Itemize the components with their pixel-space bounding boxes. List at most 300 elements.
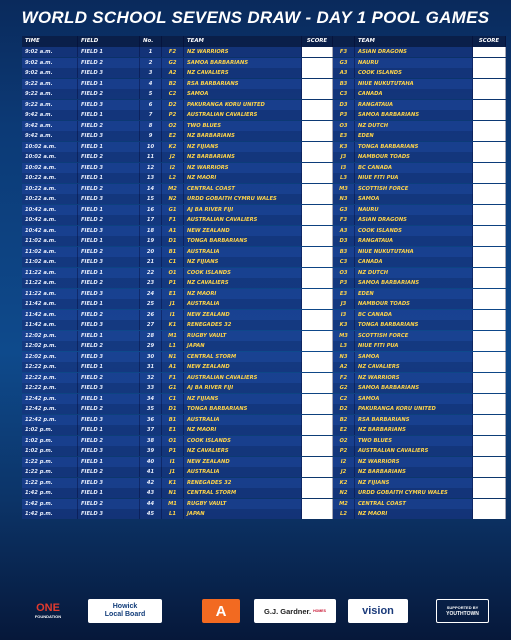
cell-pool-2: M3 <box>333 331 355 341</box>
cell-field: FIELD 2 <box>78 341 140 351</box>
cell-field: FIELD 3 <box>78 194 140 204</box>
score-input-2[interactable] <box>473 68 506 78</box>
cell-no: 26 <box>140 310 162 320</box>
score-input-1[interactable] <box>302 362 333 372</box>
cell-team-2: NZ DUTCH <box>355 121 473 131</box>
cell-pool-1: I1 <box>162 457 184 467</box>
cell-pool-1: E1 <box>162 289 184 299</box>
cell-team-1: NZ MAORI <box>184 289 302 299</box>
cell-field: FIELD 2 <box>78 404 140 414</box>
score-input-2[interactable] <box>473 352 506 362</box>
cell-field: FIELD 2 <box>78 215 140 225</box>
cell-no: 14 <box>140 184 162 194</box>
cell-pool-1: O1 <box>162 268 184 278</box>
cell-team-1: NEW ZEALAND <box>184 457 302 467</box>
cell-pool-2: E2 <box>333 425 355 435</box>
sponsor-name: vision <box>362 605 394 617</box>
cell-team-1: AUSTRALIAN CAVALIERS <box>184 373 302 383</box>
score-input-1[interactable] <box>302 299 333 309</box>
score-input-2[interactable] <box>473 457 506 467</box>
cell-no: 12 <box>140 163 162 173</box>
cell-team-2: CENTRAL COAST <box>355 499 473 509</box>
cell-time: 11:42 a.m. <box>22 320 78 330</box>
page-title: WORLD SCHOOL SEVENS DRAW - DAY 1 POOL GAMES <box>21 8 490 27</box>
score-input-2[interactable] <box>473 499 506 509</box>
cell-time: 11:02 a.m. <box>22 236 78 246</box>
cell-team-2: CANADA <box>355 89 473 99</box>
score-input-2[interactable] <box>473 341 506 351</box>
cell-time: 12:22 p.m. <box>22 383 78 393</box>
cell-field: FIELD 2 <box>78 499 140 509</box>
cell-no: 19 <box>140 236 162 246</box>
score-input-2[interactable] <box>473 331 506 341</box>
cell-pool-1: O1 <box>162 436 184 446</box>
cell-no: 1 <box>140 47 162 57</box>
cell-team-2: SCOTTISH FORCE <box>355 184 473 194</box>
cell-no: 21 <box>140 257 162 267</box>
cell-pool-2: D3 <box>333 100 355 110</box>
score-input-2[interactable] <box>473 163 506 173</box>
cell-pool-1: P1 <box>162 278 184 288</box>
cell-field: FIELD 3 <box>78 320 140 330</box>
cell-team-2: NIUE FITI PUA <box>355 173 473 183</box>
cell-pool-2: O2 <box>333 436 355 446</box>
cell-team-2: SAMOA BARBARIANS <box>355 278 473 288</box>
score-input-2[interactable] <box>473 247 506 257</box>
cell-time: 10:02 a.m. <box>22 163 78 173</box>
score-input-2[interactable] <box>473 110 506 120</box>
cell-team-1: NZ CAVALIERS <box>184 278 302 288</box>
cell-field: FIELD 3 <box>78 352 140 362</box>
cell-team-2: NAMBOUR TOADS <box>355 152 473 162</box>
cell-team-2: NZ FIJIANS <box>355 478 473 488</box>
score-input-1[interactable] <box>302 47 333 57</box>
cell-no: 2 <box>140 58 162 68</box>
cell-time: 1:22 p.m. <box>22 478 78 488</box>
cell-team-2: NZ CAVALIERS <box>355 362 473 372</box>
cell-pool-2: N3 <box>333 194 355 204</box>
score-input-2[interactable] <box>473 362 506 372</box>
cell-pool-1: K1 <box>162 478 184 488</box>
cell-time: 11:22 a.m. <box>22 268 78 278</box>
cell-pool-1: G1 <box>162 205 184 215</box>
cell-team-1: AUSTRALIAN CAVALIERS <box>184 215 302 225</box>
sponsor-logo-youthtown <box>436 599 489 623</box>
score-input-2[interactable] <box>473 415 506 425</box>
cell-team-1: AUSTRALIA <box>184 299 302 309</box>
cell-pool-2: M3 <box>333 184 355 194</box>
cell-pool-1: J2 <box>162 152 184 162</box>
cell-time: 1:02 p.m. <box>22 446 78 456</box>
cell-team-1: SAMOA <box>184 89 302 99</box>
cell-team-2: NZ DUTCH <box>355 268 473 278</box>
cell-field: FIELD 1 <box>78 331 140 341</box>
cell-team-1: NEW ZEALAND <box>184 226 302 236</box>
cell-team-1: JAPAN <box>184 509 302 519</box>
cell-no: 27 <box>140 320 162 330</box>
cell-pool-1: P2 <box>162 110 184 120</box>
cell-team-2: SAMOA BARBARIANS <box>355 383 473 393</box>
score-input-2[interactable] <box>473 257 506 267</box>
cell-time: 12:42 p.m. <box>22 415 78 425</box>
score-input-1[interactable] <box>302 373 333 383</box>
cell-no: 28 <box>140 331 162 341</box>
cell-no: 9 <box>140 131 162 141</box>
score-input-1[interactable] <box>302 89 333 99</box>
cell-no: 36 <box>140 415 162 425</box>
score-input-2[interactable] <box>473 131 506 141</box>
cell-pool-2: G3 <box>333 205 355 215</box>
cell-team-1: COOK ISLANDS <box>184 268 302 278</box>
score-input-1[interactable] <box>302 425 333 435</box>
cell-no: 34 <box>140 394 162 404</box>
cell-pool-1: A1 <box>162 362 184 372</box>
score-input-2[interactable] <box>473 425 506 435</box>
cell-pool-1: B1 <box>162 247 184 257</box>
cell-pool-2: O3 <box>333 121 355 131</box>
score-input-1[interactable] <box>302 310 333 320</box>
cell-pool-2: A3 <box>333 226 355 236</box>
cell-no: 17 <box>140 215 162 225</box>
cell-field: FIELD 3 <box>78 383 140 393</box>
cell-team-2: SAMOA <box>355 194 473 204</box>
cell-field: FIELD 1 <box>78 299 140 309</box>
cell-no: 29 <box>140 341 162 351</box>
cell-time: 1:02 p.m. <box>22 436 78 446</box>
score-input-1[interactable] <box>302 436 333 446</box>
cell-no: 41 <box>140 467 162 477</box>
sponsor-logo-howick <box>88 599 162 623</box>
score-input-1[interactable] <box>302 163 333 173</box>
cell-no: 20 <box>140 247 162 257</box>
score-input-1[interactable] <box>302 478 333 488</box>
sponsor-name: Howick <box>112 603 138 610</box>
cell-pool-2: K3 <box>333 142 355 152</box>
cell-time: 12:42 p.m. <box>22 404 78 414</box>
score-input-1[interactable] <box>302 194 333 204</box>
cell-team-1: NZ CAVALIERS <box>184 68 302 78</box>
cell-time: 10:42 a.m. <box>22 226 78 236</box>
cell-team-2: NAURU <box>355 58 473 68</box>
cell-team-1: AUSTRALIA <box>184 415 302 425</box>
header-team-2: TEAM <box>355 36 473 47</box>
cell-time: 12:22 p.m. <box>22 373 78 383</box>
cell-team-1: RUGBY VAULT <box>184 331 302 341</box>
cell-pool-2: P3 <box>333 278 355 288</box>
cell-time: 12:02 p.m. <box>22 341 78 351</box>
cell-team-2: CANADA <box>355 257 473 267</box>
cell-team-1: AJ BA RIVER FIJI <box>184 205 302 215</box>
score-input-2[interactable] <box>473 268 506 278</box>
cell-pool-1: D2 <box>162 100 184 110</box>
cell-team-1: COOK ISLANDS <box>184 436 302 446</box>
score-input-2[interactable] <box>473 58 506 68</box>
cell-pool-1: K1 <box>162 320 184 330</box>
cell-field: FIELD 3 <box>78 478 140 488</box>
score-input-2[interactable] <box>473 383 506 393</box>
cell-team-2: NAMBOUR TOADS <box>355 299 473 309</box>
score-input-1[interactable] <box>302 268 333 278</box>
cell-no: 4 <box>140 79 162 89</box>
cell-field: FIELD 2 <box>78 310 140 320</box>
score-input-1[interactable] <box>302 457 333 467</box>
cell-field: FIELD 3 <box>78 163 140 173</box>
cell-field: FIELD 1 <box>78 236 140 246</box>
score-input-2[interactable] <box>473 226 506 236</box>
cell-pool-1: M2 <box>162 184 184 194</box>
cell-pool-1: N2 <box>162 194 184 204</box>
sponsor-name: SUPPORTED BY <box>446 604 479 610</box>
cell-team-1: JAPAN <box>184 341 302 351</box>
cell-time: 10:42 a.m. <box>22 215 78 225</box>
score-input-1[interactable] <box>302 289 333 299</box>
score-input-1[interactable] <box>302 415 333 425</box>
cell-time: 12:02 p.m. <box>22 352 78 362</box>
score-input-2[interactable] <box>473 89 506 99</box>
cell-team-1: SAMOA BARBARIANS <box>184 58 302 68</box>
score-input-2[interactable] <box>473 467 506 477</box>
score-input-2[interactable] <box>473 310 506 320</box>
cell-team-1: RENEGADES 32 <box>184 320 302 330</box>
cell-team-2: SAMOA BARBARIANS <box>355 110 473 120</box>
cell-time: 12:02 p.m. <box>22 331 78 341</box>
cell-field: FIELD 1 <box>78 425 140 435</box>
score-input-2[interactable] <box>473 299 506 309</box>
cell-team-2: NZ BARBARIANS <box>355 425 473 435</box>
cell-time: 1:02 p.m. <box>22 425 78 435</box>
cell-field: FIELD 1 <box>78 362 140 372</box>
cell-field: FIELD 2 <box>78 467 140 477</box>
score-input-1[interactable] <box>302 79 333 89</box>
cell-no: 32 <box>140 373 162 383</box>
cell-pool-1: E1 <box>162 425 184 435</box>
cell-team-1: CENTRAL STORM <box>184 352 302 362</box>
cell-team-1: NZ WARRIORS <box>184 47 302 57</box>
cell-team-1: TWO BLUES <box>184 121 302 131</box>
cell-team-2: ASIAN DRAGONS <box>355 215 473 225</box>
cell-time: 9:22 a.m. <box>22 79 78 89</box>
score-input-2[interactable] <box>473 394 506 404</box>
score-input-1[interactable] <box>302 488 333 498</box>
score-input-2[interactable] <box>473 446 506 456</box>
score-input-1[interactable] <box>302 467 333 477</box>
cell-team-1: TONGA BARBARIANS <box>184 404 302 414</box>
score-input-1[interactable] <box>302 142 333 152</box>
score-input-2[interactable] <box>473 100 506 110</box>
score-input-1[interactable] <box>302 352 333 362</box>
cell-pool-1: L1 <box>162 341 184 351</box>
score-input-1[interactable] <box>302 446 333 456</box>
sponsor-logo-one-foundation <box>22 599 74 623</box>
cell-team-1: TONGA BARBARIANS <box>184 236 302 246</box>
cell-time: 12:42 p.m. <box>22 394 78 404</box>
cell-team-2: EDEN <box>355 289 473 299</box>
score-input-1[interactable] <box>302 341 333 351</box>
cell-pool-1: P1 <box>162 446 184 456</box>
score-input-1[interactable] <box>302 58 333 68</box>
score-input-1[interactable] <box>302 383 333 393</box>
cell-field: FIELD 2 <box>78 121 140 131</box>
cell-no: 25 <box>140 299 162 309</box>
cell-team-1: NZ MAORI <box>184 425 302 435</box>
score-input-2[interactable] <box>473 404 506 414</box>
score-input-1[interactable] <box>302 236 333 246</box>
cell-pool-2: B3 <box>333 247 355 257</box>
cell-team-2: SAMOA <box>355 352 473 362</box>
score-input-2[interactable] <box>473 184 506 194</box>
cell-time: 9:42 a.m. <box>22 121 78 131</box>
score-input-2[interactable] <box>473 236 506 246</box>
cell-team-1: CENTRAL COAST <box>184 184 302 194</box>
cell-time: 1:42 p.m. <box>22 499 78 509</box>
cell-no: 18 <box>140 226 162 236</box>
sponsor-name: ONE <box>36 602 60 614</box>
score-input-2[interactable] <box>473 215 506 225</box>
cell-pool-1: E2 <box>162 131 184 141</box>
score-input-1[interactable] <box>302 152 333 162</box>
cell-pool-1: A2 <box>162 68 184 78</box>
score-input-1[interactable] <box>302 257 333 267</box>
cell-team-2: BC CANADA <box>355 310 473 320</box>
cell-team-2: NIUE NUKUTUTAHA <box>355 247 473 257</box>
score-input-1[interactable] <box>302 215 333 225</box>
cell-pool-2: C2 <box>333 394 355 404</box>
score-input-2[interactable] <box>473 373 506 383</box>
header-no: No. <box>140 36 162 47</box>
score-input-2[interactable] <box>473 173 506 183</box>
cell-team-2: TONGA BARBARIANS <box>355 142 473 152</box>
cell-pool-1: O2 <box>162 121 184 131</box>
score-input-1[interactable] <box>302 499 333 509</box>
cell-field: FIELD 2 <box>78 247 140 257</box>
cell-pool-1: C1 <box>162 257 184 267</box>
cell-team-1: RUGBY VAULT <box>184 499 302 509</box>
cell-pool-2: C3 <box>333 89 355 99</box>
cell-pool-2: G3 <box>333 58 355 68</box>
cell-team-1: NZ BARBARIANS <box>184 131 302 141</box>
cell-team-2: SCOTTISH FORCE <box>355 331 473 341</box>
score-input-1[interactable] <box>302 278 333 288</box>
score-input-2[interactable] <box>473 436 506 446</box>
cell-time: 1:22 p.m. <box>22 457 78 467</box>
cell-time: 10:22 a.m. <box>22 173 78 183</box>
cell-field: FIELD 1 <box>78 110 140 120</box>
score-input-2[interactable] <box>473 47 506 57</box>
cell-no: 24 <box>140 289 162 299</box>
score-input-1[interactable] <box>302 205 333 215</box>
cell-field: FIELD 2 <box>78 278 140 288</box>
cell-pool-1: L2 <box>162 173 184 183</box>
score-input-2[interactable] <box>473 478 506 488</box>
cell-no: 13 <box>140 173 162 183</box>
cell-time: 11:02 a.m. <box>22 257 78 267</box>
cell-time: 11:42 a.m. <box>22 310 78 320</box>
score-input-2[interactable] <box>473 320 506 330</box>
cell-team-1: NZ FIJIANS <box>184 394 302 404</box>
cell-pool-2: K3 <box>333 320 355 330</box>
sponsor-sub: FOUNDATION <box>34 614 62 619</box>
cell-field: FIELD 3 <box>78 509 140 519</box>
cell-field: FIELD 1 <box>78 142 140 152</box>
cell-time: 11:02 a.m. <box>22 247 78 257</box>
score-input-1[interactable] <box>302 100 333 110</box>
score-input-1[interactable] <box>302 247 333 257</box>
cell-pool-2: B2 <box>333 415 355 425</box>
score-input-2[interactable] <box>473 152 506 162</box>
cell-team-2: NZ WARRIORS <box>355 373 473 383</box>
cell-pool-1: A1 <box>162 226 184 236</box>
score-input-1[interactable] <box>302 173 333 183</box>
cell-no: 8 <box>140 121 162 131</box>
score-input-2[interactable] <box>473 121 506 131</box>
score-input-2[interactable] <box>473 289 506 299</box>
score-input-2[interactable] <box>473 79 506 89</box>
header-time: TIME <box>22 36 78 47</box>
cell-no: 35 <box>140 404 162 414</box>
cell-team-2: RANGATAUA <box>355 100 473 110</box>
score-input-2[interactable] <box>473 205 506 215</box>
cell-pool-2: L2 <box>333 509 355 519</box>
cell-time: 10:22 a.m. <box>22 184 78 194</box>
cell-pool-2: J3 <box>333 299 355 309</box>
cell-team-2: NZ MAORI <box>355 509 473 519</box>
score-input-1[interactable] <box>302 131 333 141</box>
cell-team-1: CENTRAL STORM <box>184 488 302 498</box>
cell-pool-1: F1 <box>162 215 184 225</box>
score-input-1[interactable] <box>302 226 333 236</box>
score-input-1[interactable] <box>302 404 333 414</box>
score-input-1[interactable] <box>302 394 333 404</box>
score-input-2[interactable] <box>473 509 506 519</box>
cell-pool-2: K2 <box>333 478 355 488</box>
cell-field: FIELD 2 <box>78 436 140 446</box>
cell-team-2: NIUE NUKUTUTAHA <box>355 79 473 89</box>
score-input-2[interactable] <box>473 488 506 498</box>
cell-team-2: COOK ISLANDS <box>355 226 473 236</box>
cell-pool-1: I2 <box>162 163 184 173</box>
sponsor-logo-vision <box>348 599 408 623</box>
score-input-1[interactable] <box>302 331 333 341</box>
cell-no: 6 <box>140 100 162 110</box>
score-input-1[interactable] <box>302 68 333 78</box>
cell-field: FIELD 1 <box>78 205 140 215</box>
sponsor-logo-a <box>202 599 240 623</box>
cell-field: FIELD 2 <box>78 184 140 194</box>
cell-pool-2: F3 <box>333 47 355 57</box>
score-input-2[interactable] <box>473 142 506 152</box>
score-input-2[interactable] <box>473 194 506 204</box>
cell-no: 15 <box>140 194 162 204</box>
cell-pool-2: I2 <box>333 457 355 467</box>
score-input-1[interactable] <box>302 509 333 519</box>
cell-pool-2: J3 <box>333 152 355 162</box>
cell-field: FIELD 1 <box>78 47 140 57</box>
cell-pool-1: J1 <box>162 467 184 477</box>
cell-team-1: NEW ZEALAND <box>184 310 302 320</box>
score-input-1[interactable] <box>302 110 333 120</box>
cell-field: FIELD 2 <box>78 89 140 99</box>
cell-pool-1: C2 <box>162 89 184 99</box>
cell-time: 10:22 a.m. <box>22 194 78 204</box>
cell-time: 12:22 p.m. <box>22 362 78 372</box>
cell-no: 7 <box>140 110 162 120</box>
score-input-1[interactable] <box>302 184 333 194</box>
cell-time: 11:42 a.m. <box>22 299 78 309</box>
score-input-1[interactable] <box>302 121 333 131</box>
cell-no: 43 <box>140 488 162 498</box>
score-input-2[interactable] <box>473 278 506 288</box>
score-input-1[interactable] <box>302 320 333 330</box>
